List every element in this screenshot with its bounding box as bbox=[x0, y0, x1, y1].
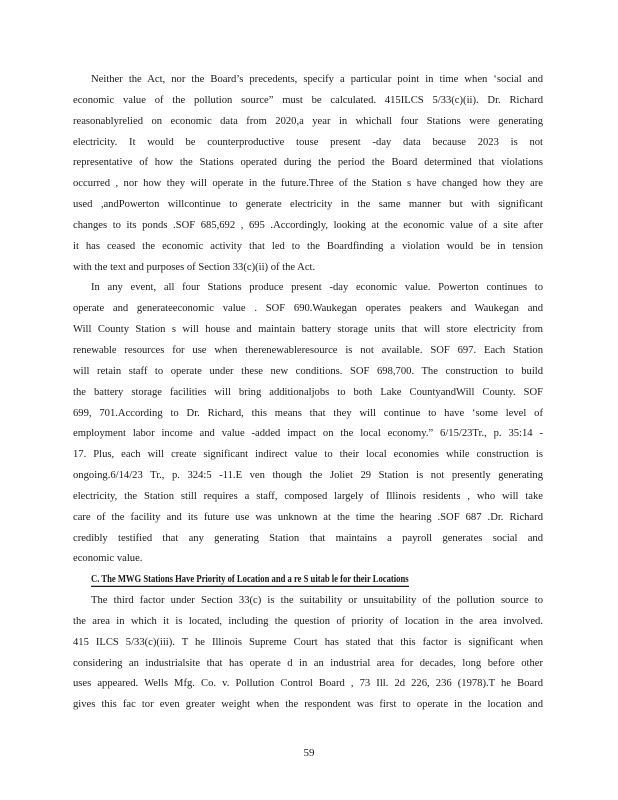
document-body bbox=[73, 70, 543, 716]
paragraph-1-line: economic value of the pollution source” must be calculated. 415ILCS 5/33(c)(ii). Dr. Richard bbox=[73, 94, 543, 106]
paragraph-2-line: electricity, the Station still requires a staff, composed largely of Illinois residents , who will take bbox=[73, 490, 543, 502]
paragraph-1-line: representative of how the Stations operated during the period the Board determined that violations bbox=[73, 157, 543, 169]
paragraph-1-line: with the text and purposes of Section 33(c)(ii) of the Act. bbox=[73, 261, 316, 273]
paragraph-1-line: Neither the Act, nor the Board’s precedents, specify a particular point in time when ‘social and bbox=[91, 74, 543, 85]
paragraph-2-line: Will County Station s will house and maintain battery storage units that will store electricity from bbox=[73, 324, 543, 336]
paragraph-2-line: care of the facility and its future use was unknown at the time the hearing .SOF 687 .Dr. Richard bbox=[73, 511, 543, 523]
paragraph-2-line: economic value. bbox=[73, 553, 143, 565]
paragraph-2-line: In any event, all four Stations produce present -day economic value. Powerton continues to bbox=[91, 282, 543, 294]
section-heading-text: C. The MWG Stations Have Priority of Location and a re S uitab le for their Locations bbox=[91, 572, 409, 587]
paragraph-2-line: will retain staff to operate under these new conditions. SOF 698,700. The construction to build bbox=[73, 365, 543, 377]
paragraph-3-line: The third factor under Section 33(c) is the suitability or unsuitability of the pollution source to bbox=[91, 595, 543, 607]
paragraph-3-line: considering an industrialsite that has operate d in an industrial area for decades, long before other bbox=[73, 657, 543, 669]
paragraph-3-line: uses appeared. Wells Mfg. Co. v. Pollution Control Board , 73 Ill. 2d 226, 236 (1978).T he Board bbox=[73, 678, 543, 690]
page-number: 59 bbox=[303, 747, 315, 759]
paragraph-3-line: the area in which it is located, including the question of priority of location in the area involved. bbox=[73, 615, 543, 627]
paragraph-1-line: occurred , nor how they will operate in the future.Three of the Station s have changed how they are bbox=[73, 178, 543, 190]
section-heading bbox=[73, 570, 543, 591]
paragraph-1-line: changes to its ponds .SOF 685,692 , 695 .Accordingly, looking at the economic value of a site after bbox=[73, 219, 543, 231]
paragraph-3-line: 415 ILCS 5/33(c)(iii). T he Illinois Supreme Court has stated that this factor is significant when bbox=[73, 636, 543, 648]
paragraph-2-line: ongoing.6/14/23 Tr., p. 324:5 -11.E ven though the Joliet 29 Station is not presently generating bbox=[73, 470, 543, 482]
paragraph-2-line: 17. Plus, each will create significant indirect value to their local economies while construction is bbox=[73, 449, 543, 461]
paragraph-2-line: operate and generateeconomic value . SOF 690.Waukegan operates peakers and Waukegan and bbox=[73, 303, 543, 315]
paragraph-2-line: renewable resources for use when therenewableresource is not available. SOF 697. Each Station bbox=[73, 344, 543, 356]
paragraph-2-line: credibly testified that any generating Station that maintains a payroll generates social and bbox=[73, 532, 543, 544]
paragraph-1-line: electricity. It would be counterproductive touse present -day data because 2023 is not bbox=[73, 136, 543, 148]
paragraph-1-line: reasonablyrelied on economic data from 2020,a year in whichall four Stations were generating bbox=[73, 115, 543, 127]
paragraph-2-line: the battery storage facilities will bring additionaljobs to both Lake CountyandWill County. SOF bbox=[73, 386, 543, 398]
paragraph-2-line: 699, 701.According to Dr. Richard, this means that they will continue to have ‘some level of bbox=[73, 407, 543, 419]
paragraph-1-line: it has ceased the economic activity that led to the Boardfinding a violation would be in tension bbox=[73, 240, 543, 252]
paragraph-1-line: used ,andPowerton willcontinue to generate electricity in the same manner but with significant bbox=[73, 199, 543, 211]
paragraph-2-line: employment labor income and value -added impact on the local economy.” 6/15/23Tr., p. 35:14 - bbox=[73, 428, 543, 440]
paragraph-3-line: gives this fac tor even greater weight when the respondent was first to operate in the location and bbox=[73, 699, 543, 711]
